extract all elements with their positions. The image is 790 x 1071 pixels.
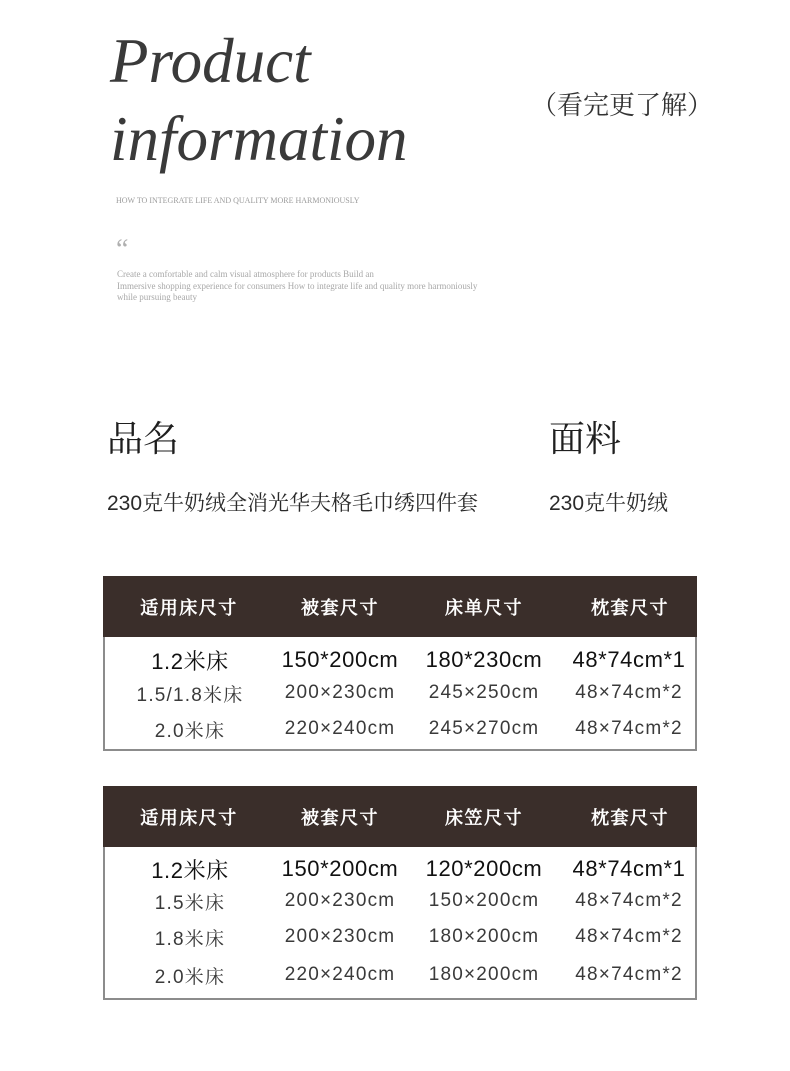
table-cell: 1.5米床 — [154, 892, 226, 914]
table-row — [105, 917, 695, 957]
table-cell: 48×74cm*2 — [575, 682, 683, 703]
fabric-label: 面料 — [549, 418, 622, 459]
table-cell: 180*230cm — [425, 647, 543, 672]
table-header-cell: 床笠尺寸 — [445, 807, 523, 828]
description-line: Immersive shopping experience for consumers How to integrate life and quality more harmoniously — [117, 280, 478, 291]
table-cell: 220×240cm — [284, 964, 396, 985]
table-header-cell: 枕套尺寸 — [591, 597, 669, 618]
table-cell: 245×250cm — [428, 682, 540, 703]
table-cell: 48×74cm*2 — [575, 718, 683, 739]
table-header — [103, 786, 697, 847]
table-cell: 150*200cm — [281, 856, 399, 881]
fabric-value: 230克牛奶绒 — [549, 492, 669, 515]
product-name-label: 品名 — [107, 418, 180, 459]
table-cell: 180×200cm — [428, 964, 540, 985]
quote-icon: “ — [116, 234, 129, 265]
table-header-cell: 被套尺寸 — [301, 807, 379, 828]
table-row — [105, 709, 695, 749]
table-cell: 150*200cm — [281, 647, 399, 672]
title-line-product: Product — [110, 26, 311, 96]
title-line-information: information — [110, 104, 408, 174]
table-cell: 2.0米床 — [154, 966, 226, 988]
table-cell: 48×74cm*2 — [575, 890, 683, 911]
description-line: while pursuing beauty — [117, 292, 197, 303]
table-cell: 200×230cm — [284, 682, 396, 703]
table-cell: 150×200cm — [428, 890, 540, 911]
spec-table-sheet-set — [103, 576, 697, 751]
table-cell: 1.8米床 — [154, 928, 226, 950]
subtitle-cn: （看完更了解） — [531, 90, 714, 120]
table-cell: 200×230cm — [284, 890, 396, 911]
table-cell: 48×74cm*2 — [575, 926, 683, 947]
table-header-cell: 枕套尺寸 — [591, 807, 669, 828]
table-row — [105, 853, 695, 885]
table-cell: 180×200cm — [428, 926, 540, 947]
table-cell: 245×270cm — [428, 718, 540, 739]
table-cell: 48*74cm*1 — [572, 647, 686, 672]
table-header-cell: 适用床尺寸 — [140, 807, 238, 828]
table-header — [103, 576, 697, 637]
table-cell: 200×230cm — [284, 926, 396, 947]
description — [117, 269, 477, 304]
spec-table-fitted-sheet-set — [103, 786, 697, 1000]
table-header-cell: 床单尺寸 — [445, 597, 523, 618]
table-cell: 2.0米床 — [154, 720, 226, 742]
table-row — [105, 677, 695, 709]
table-header-cell: 被套尺寸 — [301, 597, 379, 618]
table-row — [105, 643, 695, 677]
table-cell: 220×240cm — [284, 718, 396, 739]
table-row — [105, 957, 695, 993]
description-line: Create a comfortable and calm visual atmosphere for products Build an — [117, 269, 374, 279]
table-cell: 48×74cm*2 — [575, 964, 683, 985]
table-body — [103, 847, 697, 1000]
page-title — [110, 22, 408, 178]
product-name-value: 230克牛奶绒全消光华夫格毛巾绣四件套 — [107, 492, 479, 515]
tagline: HOW TO INTEGRATE LIFE AND QUALITY MORE HARMONIOUSLY — [116, 196, 360, 205]
table-cell: 1.2米床 — [151, 648, 229, 674]
table-cell: 1.2米床 — [151, 857, 229, 883]
table-header-cell: 适用床尺寸 — [140, 597, 238, 618]
table-cell: 120*200cm — [425, 856, 543, 881]
table-cell: 1.5/1.8米床 — [136, 684, 244, 706]
table-row — [105, 885, 695, 917]
table-body — [103, 637, 697, 751]
table-cell: 48*74cm*1 — [572, 856, 686, 881]
